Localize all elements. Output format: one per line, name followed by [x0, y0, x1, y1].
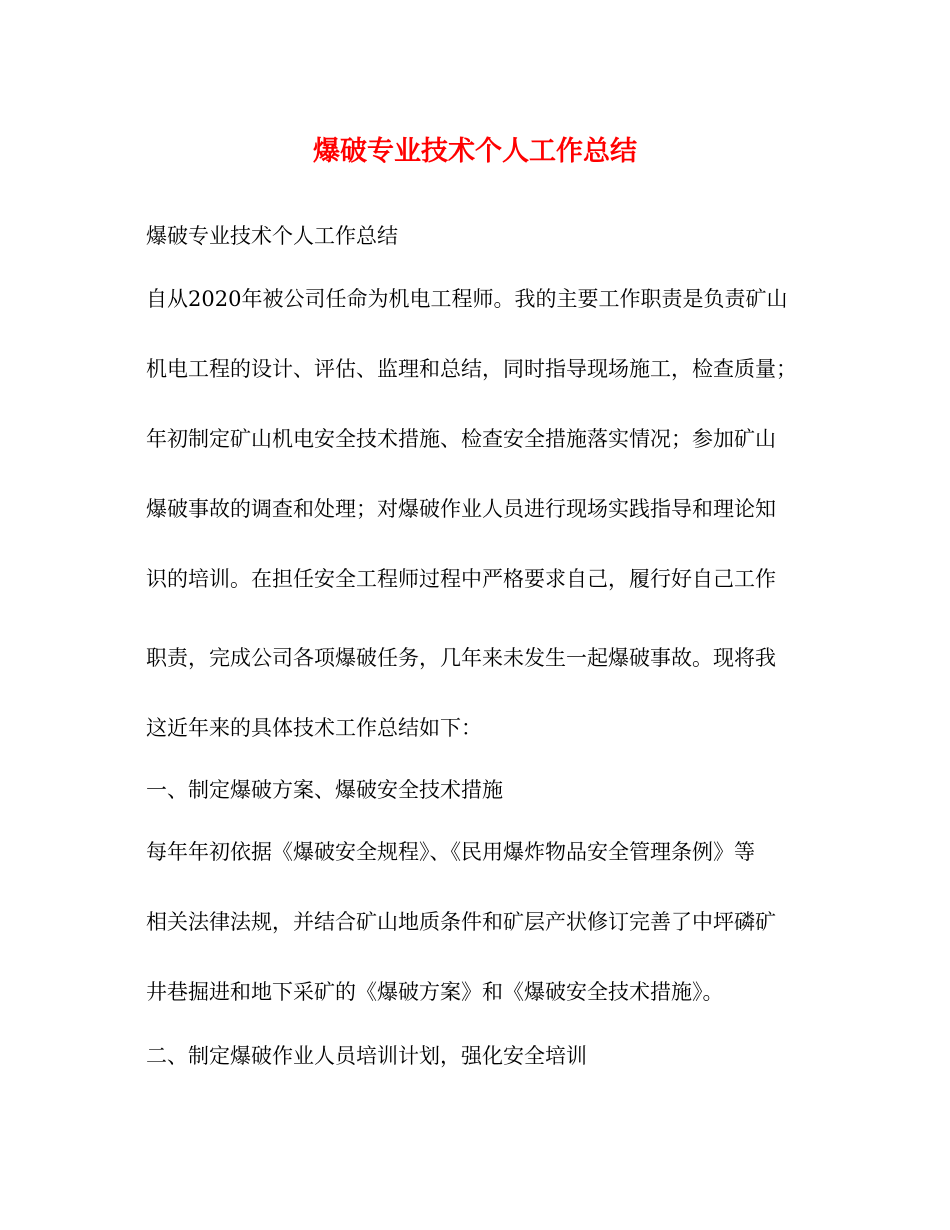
- paragraph-line: 井巷掘进和地下采矿的《爆破方案》和《爆破安全技术措施》。: [146, 980, 724, 1004]
- paragraph-line: 每年年初依据《爆破安全规程》、《民用爆炸物品安全管理条例》等: [146, 840, 755, 864]
- paragraph-line: 职责，完成公司各项爆破任务，几年来未发生一起爆破事故。现将我: [146, 646, 776, 670]
- paragraph-line: 识的培训。在担任安全工程师过程中严格要求自己，履行好自己工作: [146, 567, 776, 591]
- paragraph-line: 相关法律法规，并结合矿山地质条件和矿层产状修订完善了中坪磷矿: [146, 910, 776, 934]
- section-heading: 二、制定爆破作业人员培训计划，强化安全培训: [146, 1044, 587, 1068]
- paragraph-line: 这近年来的具体技术工作总结如下：: [146, 716, 482, 740]
- subtitle-line: 爆破专业技术个人工作总结: [146, 224, 398, 248]
- document-title: 爆破专业技术个人工作总结: [313, 136, 637, 167]
- paragraph-line: 爆破事故的调查和处理；对爆破作业人员进行现场实践指导和理论知: [146, 497, 776, 521]
- paragraph-line: 机电工程的设计、评估、监理和总结，同时指导现场施工，检查质量；: [146, 357, 797, 381]
- paragraph-line: 年初制定矿山机电安全技术措施、检查安全措施落实情况；参加矿山: [146, 427, 776, 451]
- section-heading: 一、制定爆破方案、爆破安全技术措施: [146, 778, 503, 802]
- paragraph-line: 自从2020年被公司任命为机电工程师。我的主要工作职责是负责矿山: [146, 287, 788, 311]
